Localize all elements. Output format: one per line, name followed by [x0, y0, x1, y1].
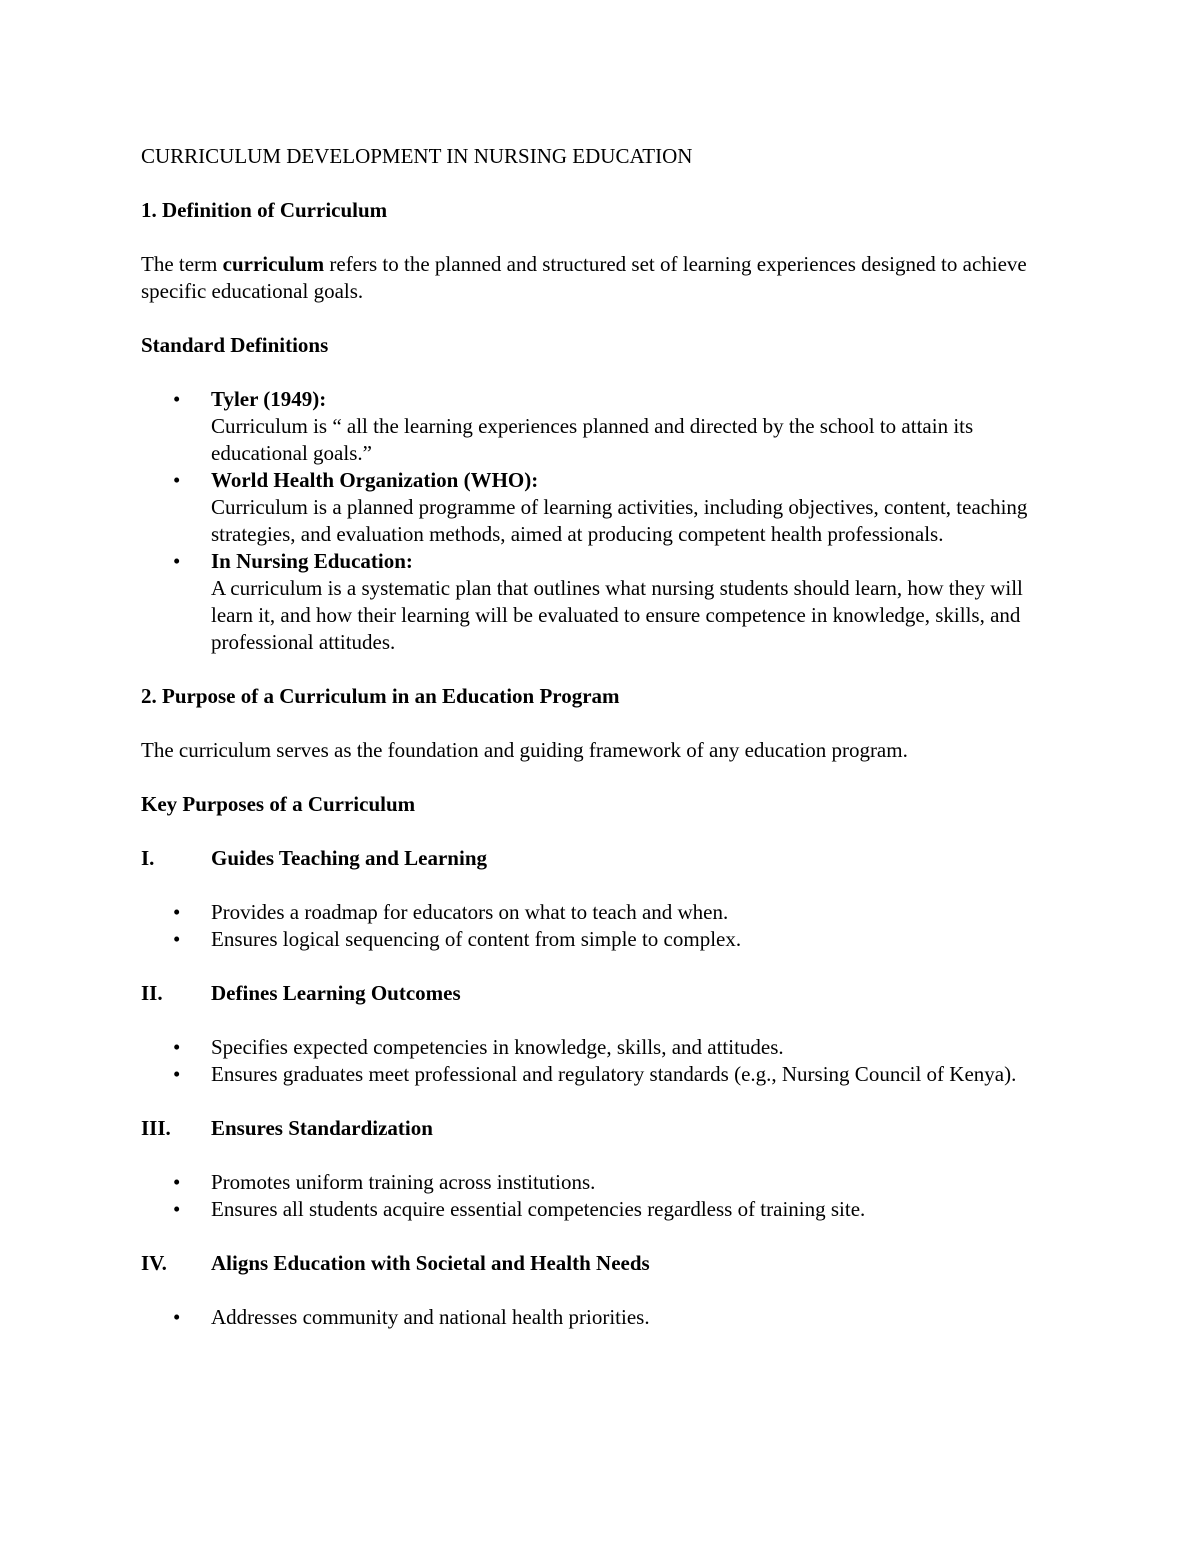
bullet-icon: • [173, 387, 181, 411]
standard-definitions-heading: Standard Definitions [141, 333, 329, 357]
roman-numeral: IV. [141, 1251, 167, 1275]
bullet-text: Provides a roadmap for educators on what to teach and when. [211, 900, 729, 924]
intro-pre: The term [141, 252, 223, 276]
purpose-title: Defines Learning Outcomes [211, 981, 461, 1005]
intro-post: refers to the planned and structured set of learning experiences designed to achieve specific educational goals. [141, 252, 1027, 303]
definition-term: World Health Organization (WHO): [211, 468, 539, 492]
purpose-bullets [141, 1304, 1061, 1331]
roman-numeral: I. [141, 846, 155, 870]
bullet-icon: • [173, 1197, 181, 1221]
list-item [141, 1169, 1061, 1196]
purpose-heading [141, 1115, 1061, 1142]
definition-term: In Nursing Education: [211, 549, 413, 573]
purpose-title: Ensures Standardization [211, 1116, 433, 1140]
definition-text: Curriculum is “ all the learning experiences planned and directed by the school to attain its educational goals.” [211, 414, 974, 465]
list-item [141, 386, 1061, 467]
bullet-text: Ensures graduates meet professional and regulatory standards (e.g., Nursing Council of Kenya). [211, 1062, 1017, 1086]
definition-term: Tyler (1949): [211, 387, 327, 411]
list-item [141, 1196, 1061, 1223]
purpose-title: Guides Teaching and Learning [211, 846, 488, 870]
document-title: CURRICULUM DEVELOPMENT IN NURSING EDUCATION [141, 144, 693, 168]
definition-text: A curriculum is a systematic plan that outlines what nursing students should learn, how they will learn it, and how their learning will be evaluated to ensure competence in knowledge, skills, and professional attitudes. [211, 576, 1023, 654]
list-item [141, 1061, 1061, 1088]
bullet-text: Ensures logical sequencing of content from simple to complex. [211, 927, 742, 951]
bullet-icon: • [173, 927, 181, 951]
purpose-heading [141, 845, 1061, 872]
bullet-text: Ensures all students acquire essential competencies regardless of training site. [211, 1197, 866, 1221]
bullet-icon: • [173, 900, 181, 924]
bullet-icon: • [173, 1170, 181, 1194]
roman-numeral: II. [141, 981, 163, 1005]
bullet-icon: • [173, 1062, 181, 1086]
list-item [141, 467, 1061, 548]
section-2-heading: 2. Purpose of a Curriculum in an Education Program [141, 684, 620, 708]
bullet-text: Promotes uniform training across institutions. [211, 1170, 596, 1194]
list-item [141, 899, 1061, 926]
definition-text: Curriculum is a planned programme of learning activities, including objectives, content, teaching strategies, and evaluation methods, aimed at producing competent health professionals. [211, 495, 1028, 546]
definitions-list [141, 386, 1061, 656]
bullet-icon: • [173, 1035, 181, 1059]
list-item [141, 1034, 1061, 1061]
bullet-icon: • [173, 549, 181, 573]
section-1-heading: 1. Definition of Curriculum [141, 198, 388, 222]
list-item [141, 548, 1061, 656]
bullet-text: Specifies expected competencies in knowledge, skills, and attitudes. [211, 1035, 784, 1059]
purpose-bullets [141, 1169, 1061, 1223]
purpose-bullets [141, 899, 1061, 953]
list-item [141, 926, 1061, 953]
intro-bold-term: curriculum [222, 252, 325, 276]
purpose-heading [141, 1250, 1061, 1277]
section-1-intro [141, 251, 1061, 305]
purpose-title: Aligns Education with Societal and Health Needs [211, 1251, 650, 1275]
roman-numeral: III. [141, 1116, 171, 1140]
bullet-text: Addresses community and national health priorities. [211, 1305, 650, 1329]
bullet-icon: • [173, 1305, 181, 1329]
list-item [141, 1304, 1061, 1331]
bullet-icon: • [173, 468, 181, 492]
purpose-heading [141, 980, 1061, 1007]
purpose-bullets [141, 1034, 1061, 1088]
section-2-intro: The curriculum serves as the foundation and guiding framework of any education program. [141, 738, 908, 762]
key-purposes-heading: Key Purposes of a Curriculum [141, 792, 416, 816]
document-body [141, 143, 1061, 1358]
